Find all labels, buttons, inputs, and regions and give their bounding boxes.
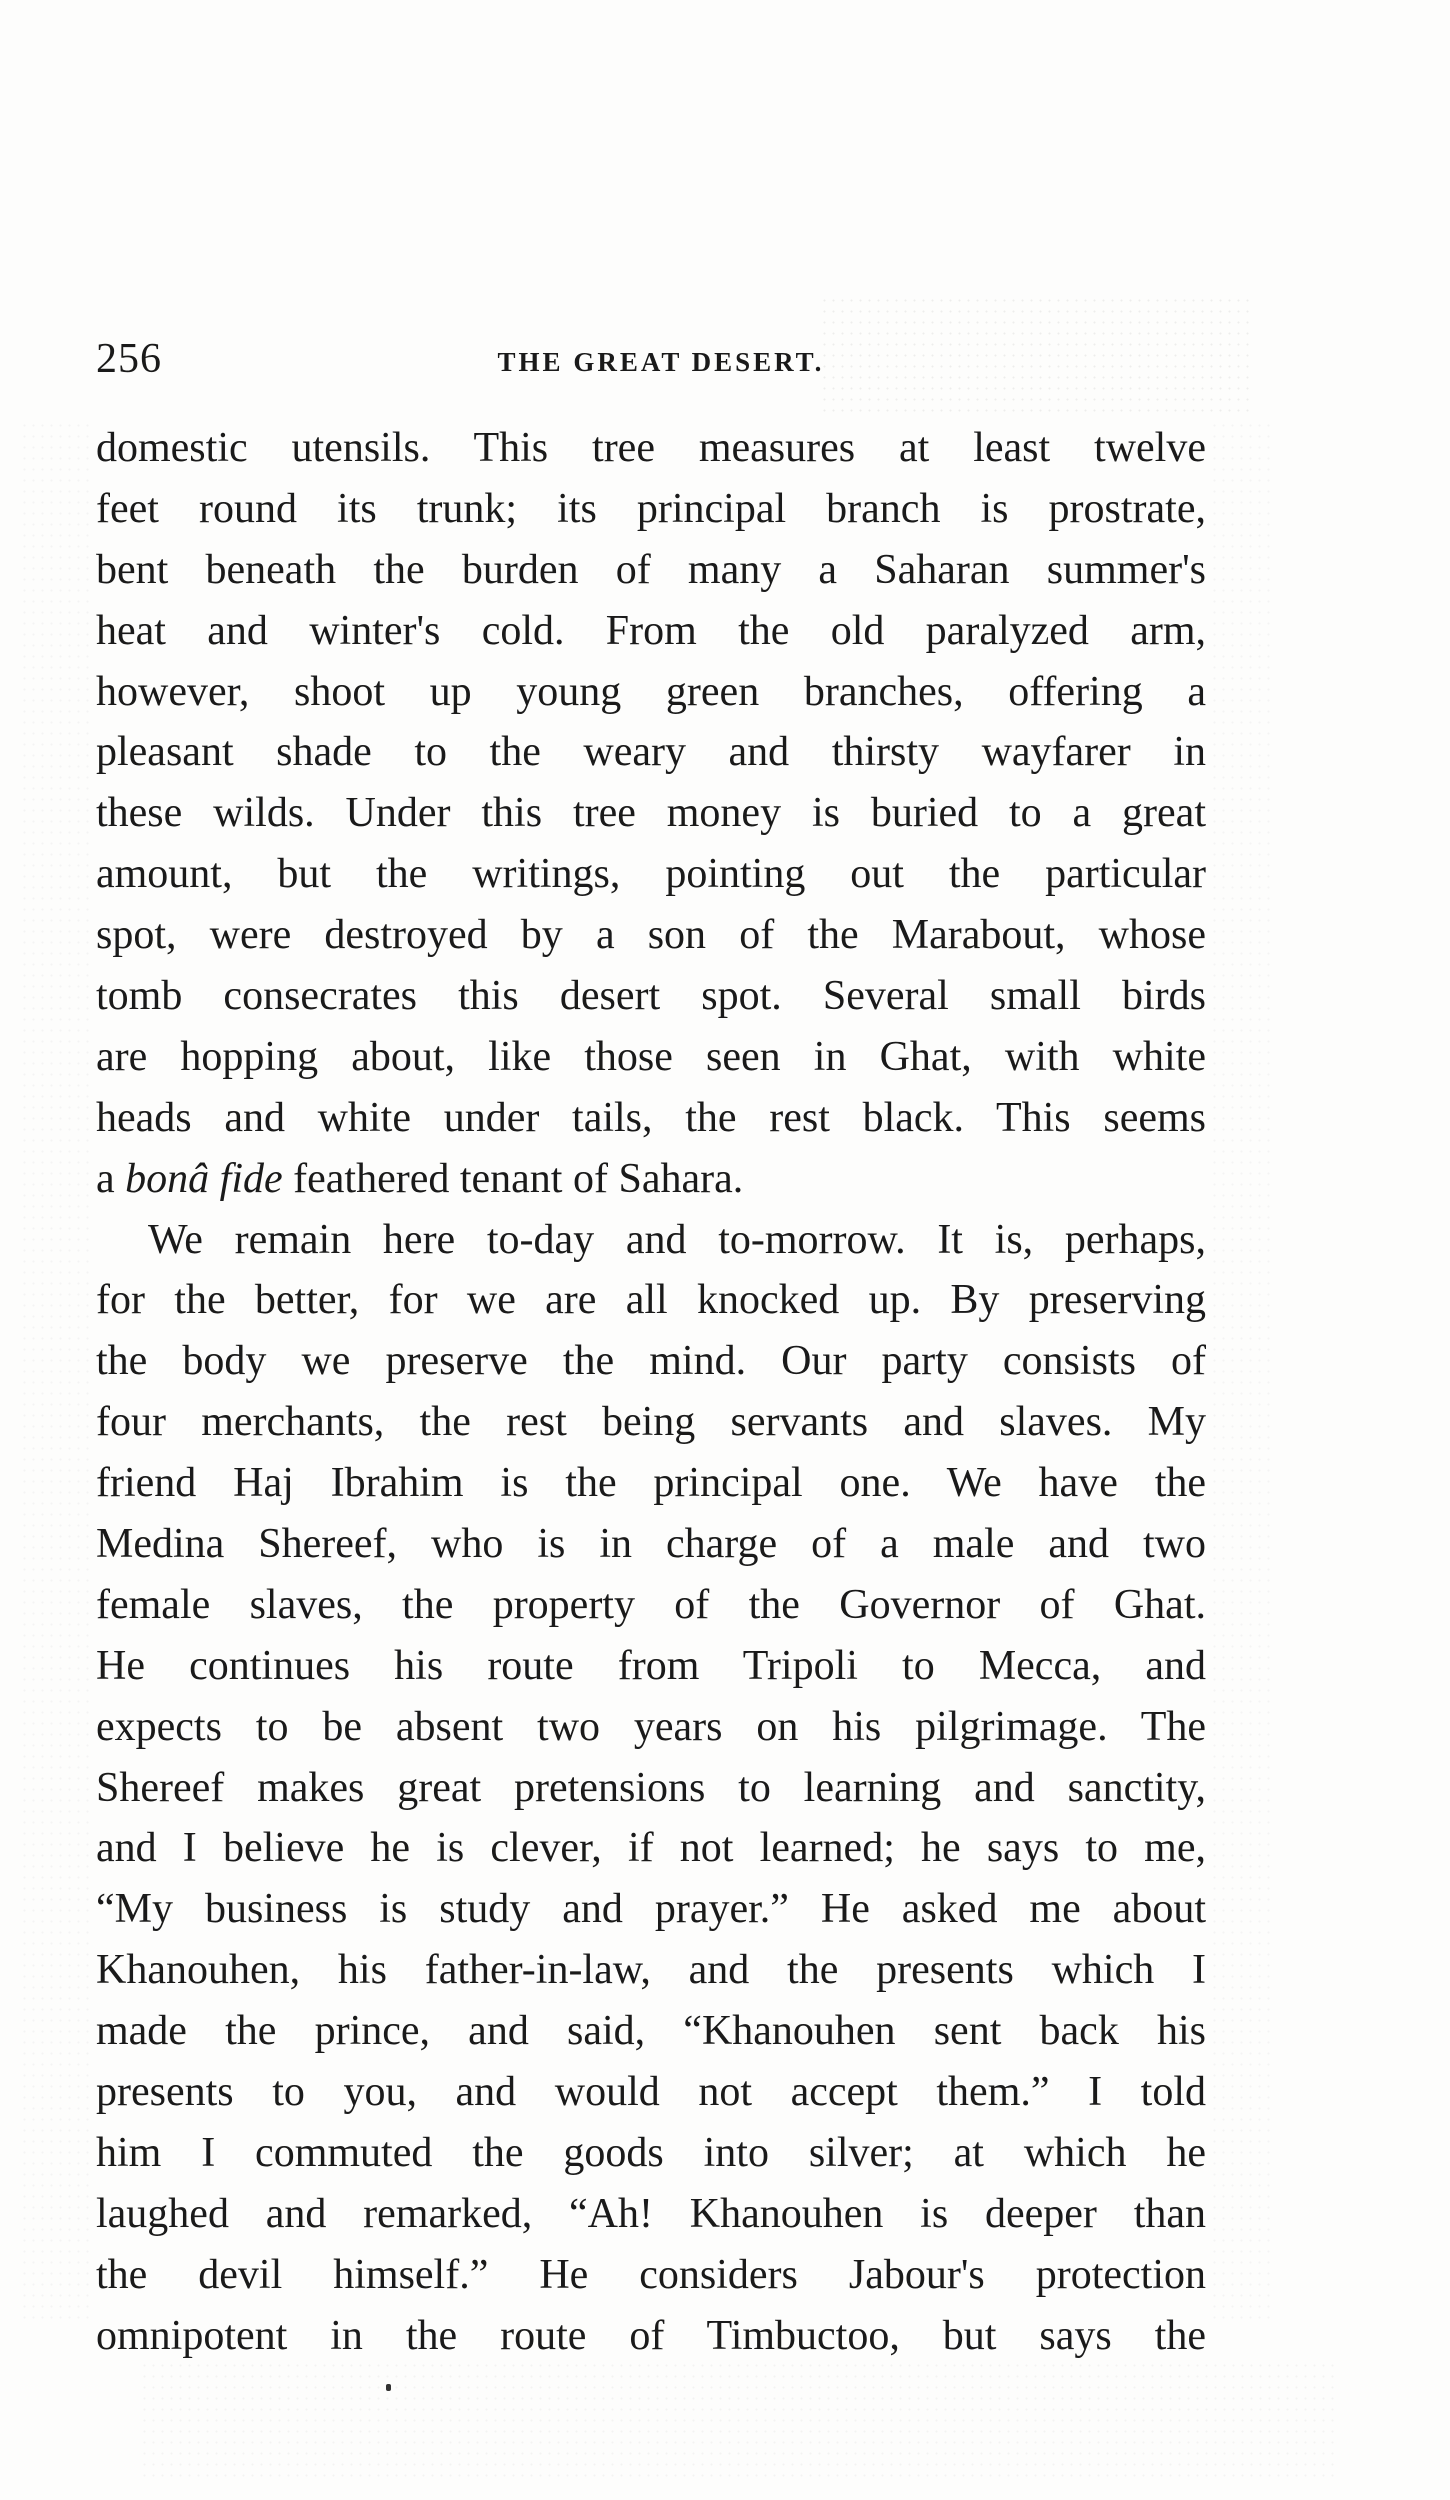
text-line: Shereef makes great pretensions to learning and sanctity, (96, 1764, 1206, 1811)
text-line: heads and white under tails, the rest black. This seems (96, 1094, 1206, 1141)
ink-speck (386, 2384, 391, 2391)
text-line: made the prince, and said, “Khanouhen sent back his (96, 2008, 1206, 2055)
text-line: presents to you, and would not accept them.” I told (96, 2069, 1206, 2116)
text-line: laughed and remarked, “Ah! Khanouhen is deeper than (96, 2190, 1206, 2237)
text-line: pleasant shade to the weary and thirsty wayfarer in (96, 729, 1206, 776)
text-run: a (96, 1155, 126, 1202)
body-text (96, 418, 1206, 2367)
text-line: these wilds. Under this tree money is buried to a great (96, 790, 1206, 837)
text-line-last (96, 1149, 1206, 1210)
text-line: however, shoot up young green branches, offering a (96, 668, 1206, 715)
text-line: four merchants, the rest being servants and slaves. My (96, 1399, 1206, 1446)
scan-noise-right-margin (1210, 420, 1270, 2320)
running-title: THE GREAT DESERT. (497, 347, 825, 377)
italic-phrase: bonâ fide (125, 1155, 283, 1202)
text-line: tomb consecrates this desert spot. Several small birds (96, 973, 1206, 1020)
text-line: heat and winter's cold. From the old paralyzed arm, (96, 607, 1206, 654)
text-line: for the better, for we are all knocked up. By preserving (96, 1277, 1206, 1324)
text-line: domestic utensils. This tree measures at least twelve (96, 425, 1206, 471)
text-line: amount, but the writings, pointing out the particular (96, 851, 1206, 898)
text-line: “My business is study and prayer.” He asked me about (96, 1886, 1206, 1933)
text-line: bent beneath the burden of many a Saharan summer's (96, 546, 1206, 593)
text-line: friend Haj Ibrahim is the principal one. We have the (96, 1460, 1206, 1507)
text-line: him I commuted the goods into silver; at which he (96, 2129, 1206, 2176)
scan-noise-left-margin (20, 420, 90, 2320)
text-line: are hopping about, like those seen in Ghat, with white (96, 1033, 1206, 1080)
text-line: He continues his route from Tripoli to Mecca, and (96, 1642, 1206, 1689)
text-line: female slaves, the property of the Governor of Ghat. (96, 1581, 1206, 1628)
page-number: 256 (96, 336, 162, 382)
paragraph-2 (96, 1210, 1206, 2367)
text-run: feathered tenant of Sahara. (282, 1155, 744, 1202)
text-line: feet round its trunk; its principal branch is prostrate, (96, 485, 1206, 532)
paragraph-1 (96, 418, 1206, 1210)
text-line: the devil himself.” He considers Jabour's protection (96, 2251, 1206, 2298)
text-line-indented: We remain here to-day and to-morrow. It is, perhaps, (148, 1216, 1206, 1263)
text-line: Medina Shereef, who is in charge of a male and two (96, 1521, 1206, 1568)
text-line: spot, were destroyed by a son of the Marabout, whose (96, 912, 1206, 959)
running-head (96, 335, 1206, 395)
scan-noise-bottom (140, 2360, 1340, 2480)
text-line: omnipotent in the route of Timbuctoo, but says the (96, 2312, 1206, 2359)
text-line: Khanouhen, his father-in-law, and the presents which I (96, 1947, 1206, 1994)
text-line: and I believe he is clever, if not learned; he says to me, (96, 1825, 1206, 1872)
text-line: the body we preserve the mind. Our party consists of (96, 1338, 1206, 1385)
text-line: expects to be absent two years on his pilgrimage. The (96, 1703, 1206, 1750)
